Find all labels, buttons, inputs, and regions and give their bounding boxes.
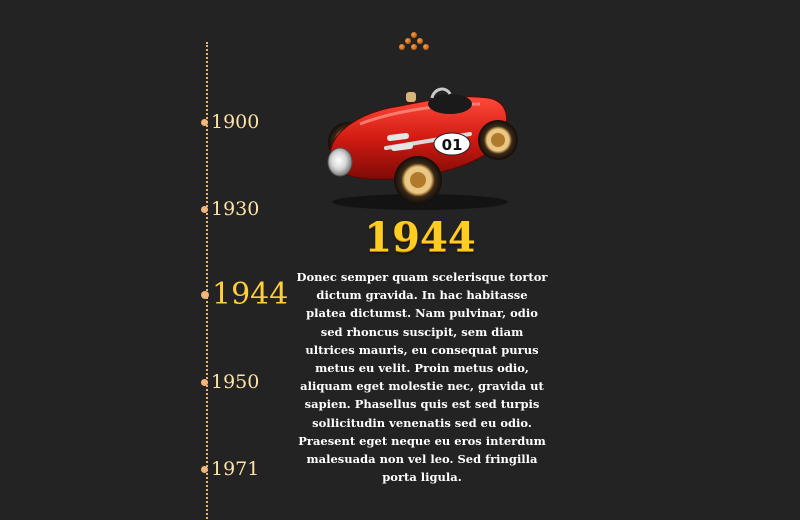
race-number: 01 (441, 136, 463, 154)
race-car-image (320, 84, 520, 214)
arrow-dot (417, 38, 423, 44)
timeline-date-label: 1900 (211, 111, 260, 133)
timeline-dot (201, 291, 209, 299)
arrow-dot (399, 44, 405, 50)
timeline-date-label: 1950 (211, 371, 260, 393)
arrow-dot (405, 38, 411, 44)
timeline-date-1971[interactable] (201, 460, 259, 479)
arrow-dot (411, 44, 417, 50)
timeline-date-1900[interactable] (201, 113, 259, 132)
timeline-date-1930[interactable] (201, 200, 259, 219)
timeline-date-label: 1944 (212, 277, 289, 312)
prev-arrow-icon[interactable] (396, 32, 432, 54)
timeline-dot (201, 119, 208, 126)
timeline-date-label: 1930 (211, 198, 260, 220)
arrow-dot (411, 32, 417, 38)
timeline-dot (201, 466, 208, 473)
issue-description: Donec semper quam scelerisque tortor dictum gravida. In hac habitasse platea dictumst. Nam pulvinar, odio sed rhoncus suscipit, sem diam ultrices mauris, eu consequat purus metus eu velit. Proin metus odio, aliquam eget molestie nec, gravida ut sapien. Phasellus quis est sed turpis sollicitudin venenatis sed eu odio. Praesent eget neque eu eros interdum malesuada non vel leo. Sed fringilla porta ligula. (296, 270, 548, 485)
timeline-date-1950[interactable] (201, 373, 259, 392)
timeline-date-1944[interactable] (201, 277, 289, 312)
timeline-date-label: 1971 (211, 458, 260, 480)
timeline-dot (201, 379, 208, 386)
issue-year: 1944 (364, 214, 476, 261)
timeline-dot (201, 206, 208, 213)
arrow-dot (423, 44, 429, 50)
